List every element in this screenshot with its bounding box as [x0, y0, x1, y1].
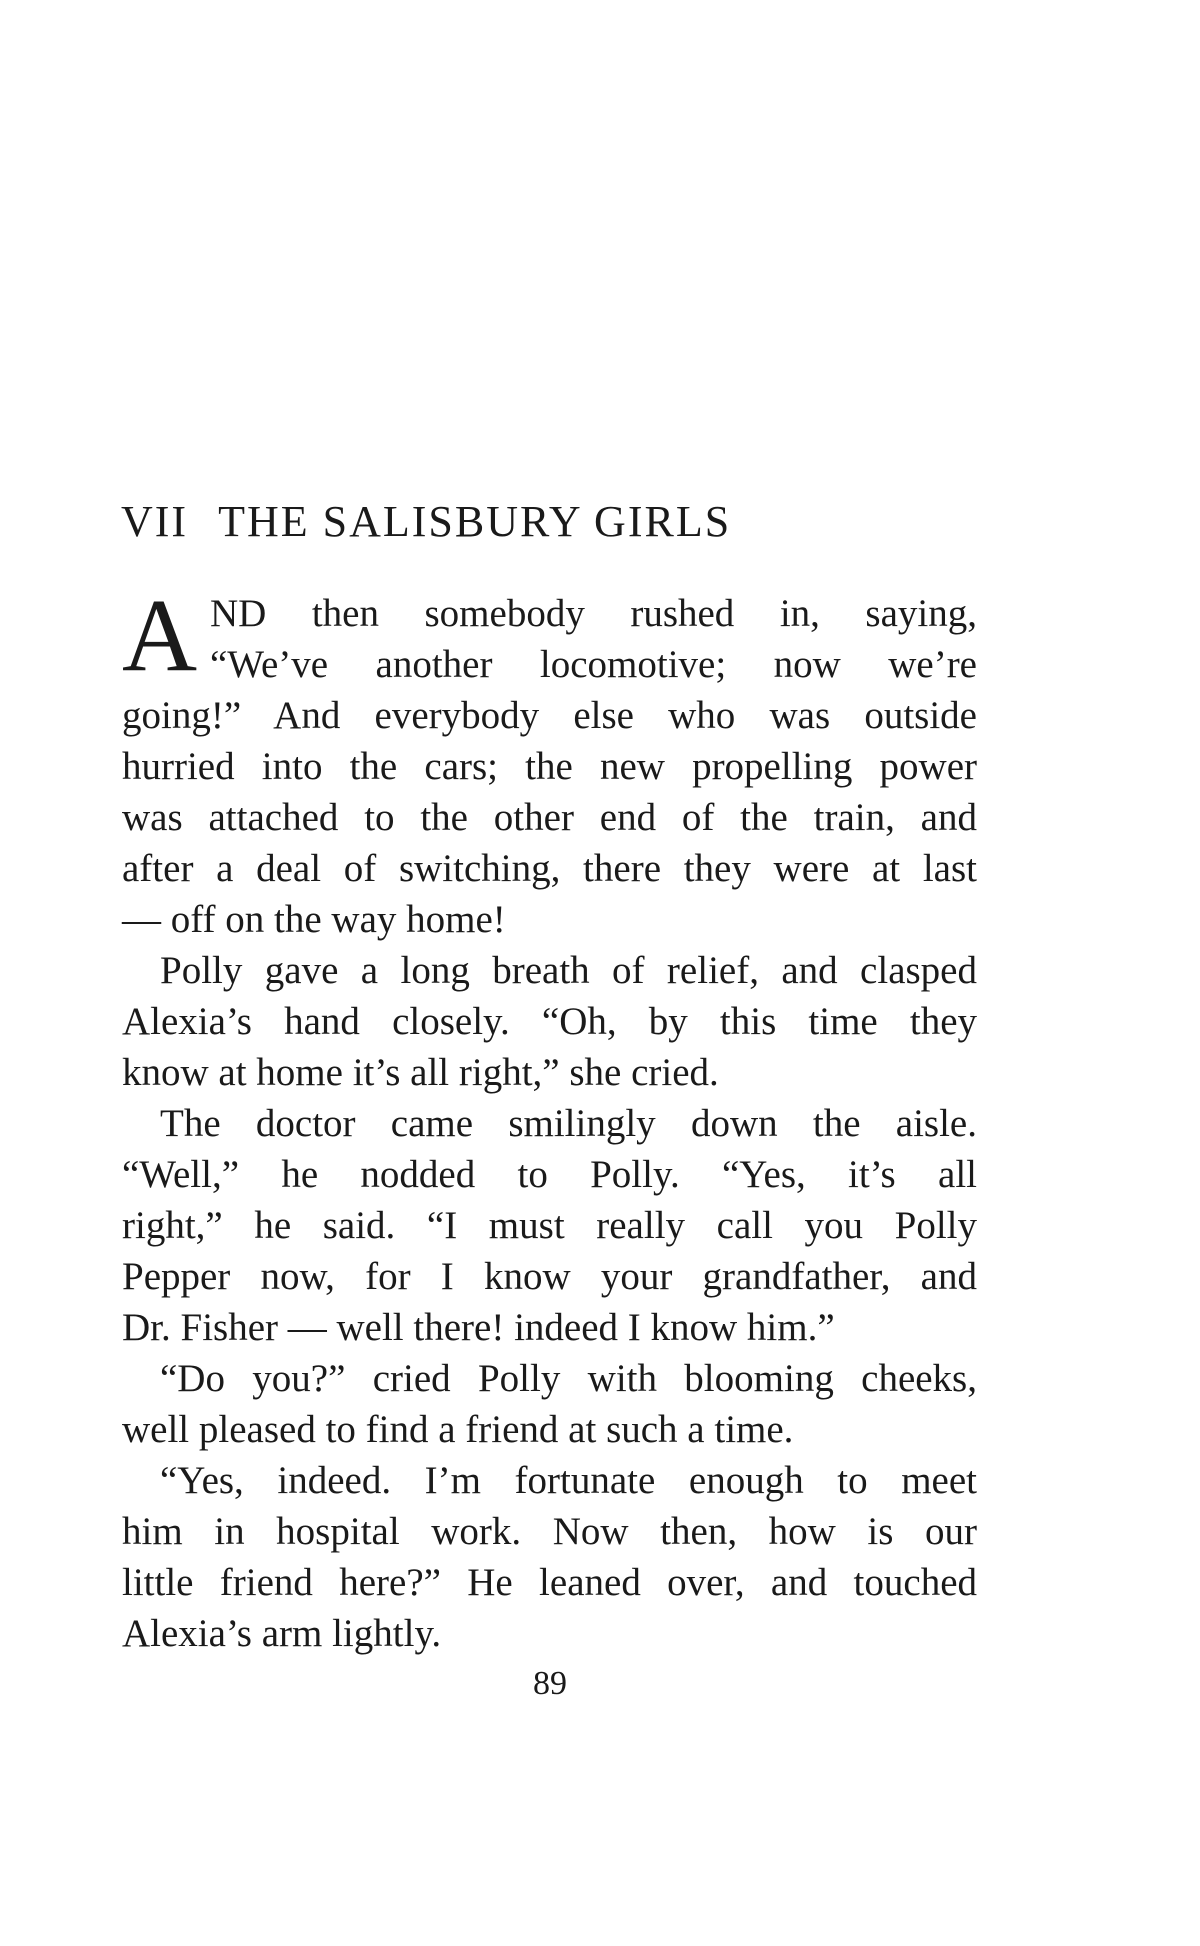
- text-line: was attached to the other end of the train, and: [122, 796, 977, 839]
- text-line: — off on the way home!: [122, 898, 506, 941]
- text-line: Alexia’s arm lightly.: [122, 1612, 442, 1655]
- text-line: Alexia’s hand closely. “Oh, by this time they: [122, 1000, 977, 1043]
- drop-cap: A: [122, 578, 198, 693]
- text-line: going!” And everybody else who was outside: [122, 694, 977, 737]
- text-line: “Well,” he nodded to Polly. “Yes, it’s all: [122, 1153, 977, 1196]
- text-line: “We’ve another locomotive; now we’re: [210, 643, 977, 686]
- text-line: right,” he said. “I must really call you Polly: [122, 1204, 977, 1247]
- text-line: Polly gave a long breath of relief, and clasped: [160, 949, 977, 992]
- text-line: know at home it’s all right,” she cried.: [122, 1051, 719, 1094]
- text-line: Dr. Fisher — well there! indeed I know him.”: [122, 1306, 835, 1349]
- text-line: well pleased to find a friend at such a time.: [122, 1408, 794, 1451]
- chapter-number: VII: [121, 497, 189, 546]
- text-line: “Do you?” cried Polly with blooming cheeks,: [160, 1357, 977, 1400]
- text-line: after a deal of switching, there they were at last: [122, 847, 977, 890]
- text-line: ND then somebody rushed in, saying,: [210, 592, 977, 635]
- text-line: hurried into the cars; the new propelling power: [122, 745, 977, 788]
- text-line: The doctor came smilingly down the aisle.: [160, 1102, 977, 1145]
- text-line: little friend here?” He leaned over, and touched: [122, 1561, 977, 1604]
- page-number: 89: [533, 1665, 567, 1702]
- chapter-title: THE SALISBURY GIRLS: [218, 497, 732, 546]
- text-line: Pepper now, for I know your grandfather, and: [122, 1255, 977, 1298]
- chapter-heading: [121, 492, 981, 552]
- text-line: “Yes, indeed. I’m fortunate enough to meet: [160, 1459, 977, 1502]
- body-text: [122, 578, 977, 1659]
- text-line: him in hospital work. Now then, how is our: [122, 1510, 977, 1553]
